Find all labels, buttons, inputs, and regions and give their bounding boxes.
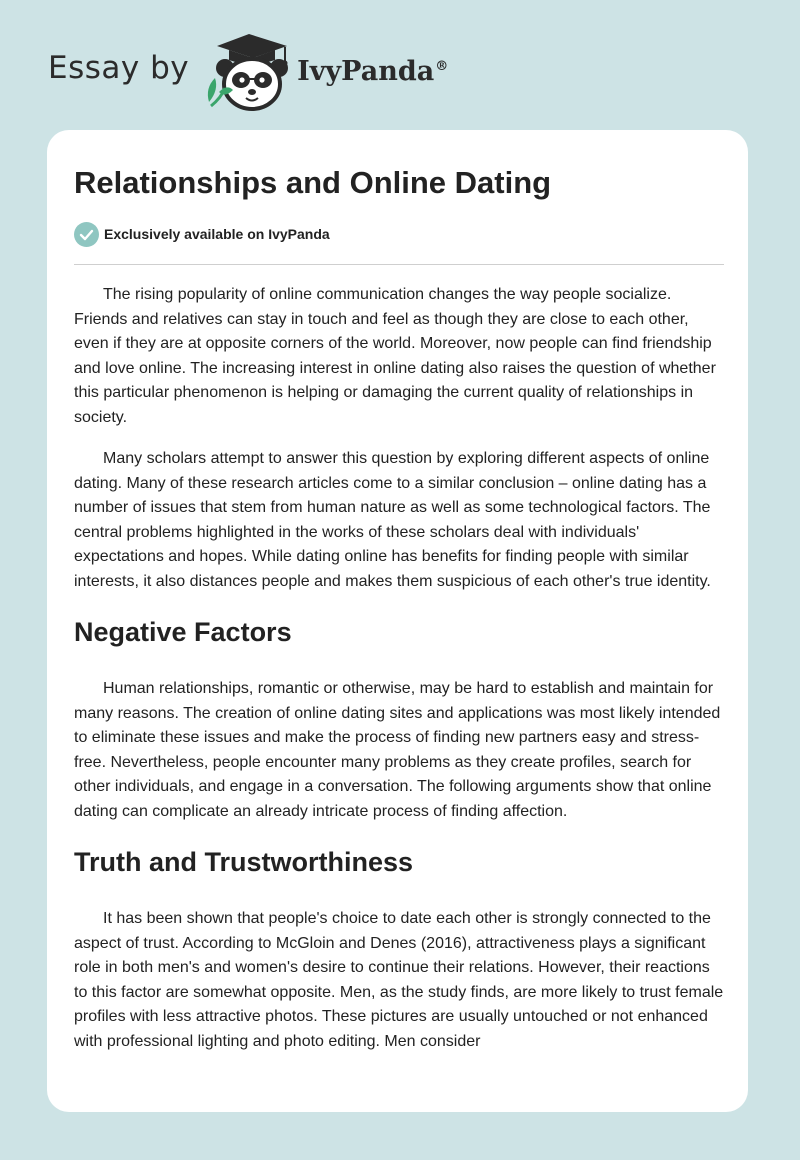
essay-content <box>74 163 724 1054</box>
brand-name[interactable]: IvyPanda® <box>297 55 449 87</box>
check-circle-icon <box>74 222 99 247</box>
site-header <box>48 32 448 112</box>
exclusive-badge <box>74 221 724 247</box>
essay-by-label: Essay by <box>48 50 190 86</box>
essay-card <box>47 130 748 1112</box>
registered-mark: ® <box>435 58 449 74</box>
section-heading-truth-trustworthiness: Truth and Trustworthiness <box>74 847 414 877</box>
intro-paragraph-2: Many scholars attempt to answer this question by exploring different aspects of online dating. Many of these research articles come to a similar conclusion – online dating has a number of issues that stem from human nature as well as some technological factors. The central problems highlighted in the works of these scholars deal with individuals' expectations and hopes. While dating online has benefits for finding people with similar interests, it also distances people and makes them suspicious of each other's true identity. <box>74 450 711 590</box>
intro-paragraph-1: The rising popularity of online communication changes the way people socialize. Friends and relatives can stay in touch and feel as though they are close to each other, even if they are at opposite corners of the world. Moreover, now people can find friendship and love online. The increasing interest in online dating also raises the question of whether this particular phenomenon is helping or damaging the current quality of relationships in society. <box>74 286 716 426</box>
divider <box>74 264 724 265</box>
section-paragraph-truth-trustworthiness: It has been shown that people's choice to date each other is strongly connected to the aspect of trust. According to McGloin and Denes (2016), attractiveness plays a significant role in both men's and women's desire to continue their relations. However, their reactions to this factor are somewhat opposite. Men, as the study finds, are more likely to trust female profiles with less attractive photos. These pictures are usually untouched or not enhanced with professional lighting and photo editing. Men consider <box>74 910 724 1050</box>
section-heading-negative-factors: Negative Factors <box>74 617 292 647</box>
section-paragraph-negative-factors: Human relationships, romantic or otherwise, may be hard to establish and maintain for many reasons. The creation of online dating sites and applications was most likely intended to eliminate these issues and make the process of finding new partners easy and stress-free. Nevertheless, people encounter many problems as they create profiles, search for other individuals, and engage in a conversation. The following arguments show that online dating can complicate an already intricate process of finding affection. <box>74 680 721 820</box>
exclusive-badge-label: Exclusively available on IvyPanda <box>104 226 330 242</box>
panda-logo-icon[interactable] <box>203 32 295 112</box>
page-title: Relationships and Online Dating <box>74 165 552 200</box>
